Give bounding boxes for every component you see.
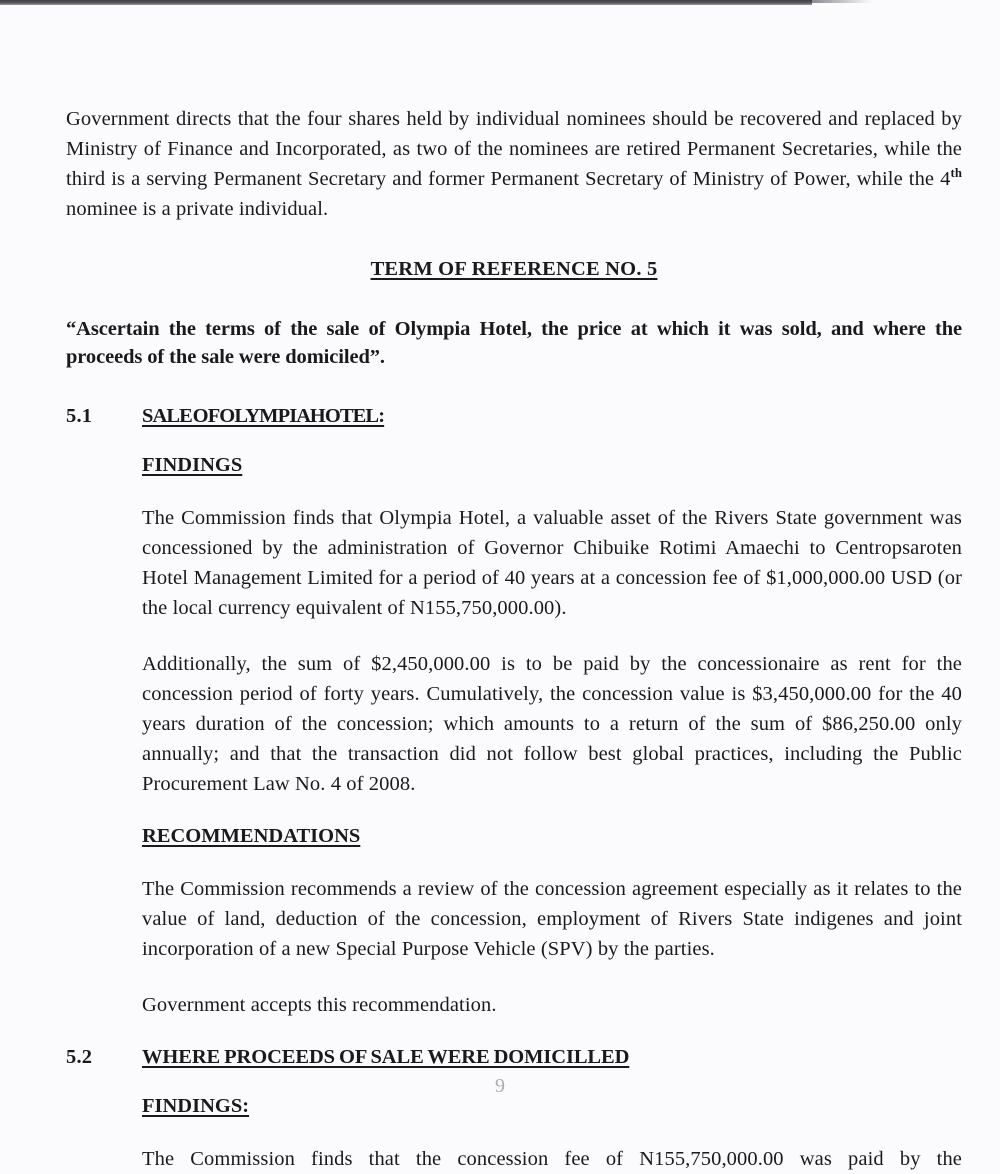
term-of-reference-heading bbox=[66, 258, 962, 281]
section-number-5-2: 5.2 bbox=[66, 1046, 93, 1068]
ordinal-superscript: th bbox=[950, 166, 962, 181]
recommendations-paragraph-5-1: The Commission recommends a review of the concession agreement especially as it relates to the value of land, deduction of the concession, employment of Rivers State indigenes and joint incorporation of a new Special Purpose Vehicle (SPV) by the parties. bbox=[142, 878, 962, 960]
recommendations-label-5-1 bbox=[142, 825, 962, 848]
section-title-5-2: WHERE PROCEEDS OF SALE WERE DOMICILLED bbox=[142, 1046, 630, 1068]
findings-label-5-2-text: FINDINGS: bbox=[142, 1095, 250, 1117]
findings-label-5-1-text: FINDINGS bbox=[142, 454, 243, 476]
section-heading-5-2 bbox=[66, 1046, 962, 1069]
opening-paragraph-tail: nominee is a private individual. bbox=[66, 198, 329, 220]
government-response-5-1: Government accepts this recommendation. bbox=[142, 994, 497, 1016]
findings-paragraph-5-2-a: The Commission finds that the concession fee of N155,750,000.00 was paid by the bbox=[142, 1148, 962, 1170]
section-title-5-1: SALE OF OLYMPIA HOTEL: bbox=[142, 405, 385, 427]
findings-paragraph-5-1-a: The Commission finds that Olympia Hotel, a valuable asset of the Rivers State government was concessioned by the administration of Governor Chibuike Rotimi Amaechi to Centropsaroten Hotel Management Limited for a period of 40 years at a concession fee of $1,000,000.00 USD (or the local currency equivalent of N155,750,000.00). bbox=[142, 507, 962, 619]
opening-paragraph bbox=[66, 104, 962, 224]
section-heading-5-1 bbox=[66, 405, 962, 428]
findings-paragraph-5-1-b: Additionally, the sum of $2,450,000.00 is to be paid by the concessionaire as rent for the concession period of forty years. Cumulatively, the concession value is $3,450,000.00 for the 40 years duration of the concession; which amounts to a return of the sum of $86,250.00 only annually; and that the transaction did not follow best global practices, including the Public Procurement Law No. 4 of 2008. bbox=[142, 653, 962, 795]
term-of-reference-quote: “Ascertain the terms of the sale of Olympia Hotel, the price at which it was sold, and where the proceeds of the sale were domiciled”. bbox=[66, 318, 962, 368]
page-content bbox=[66, 104, 962, 1174]
findings-label-5-2 bbox=[142, 1095, 962, 1118]
page-number: 9 bbox=[495, 1075, 505, 1097]
term-of-reference-heading-text: TERM OF REFERENCE NO. 5 bbox=[370, 258, 658, 280]
findings-label-5-1 bbox=[142, 454, 962, 477]
section-number-5-1: 5.1 bbox=[66, 405, 93, 427]
opening-paragraph-text: Government directs that the four shares held by individual nominees should be recovered and replaced by Ministry of Finance and Incorporated, as two of the nominees are retired Permanent Secretaries, while the third is a serving Permanent Secretary and former Permanent Secretary of Ministry of Power, while the 4 bbox=[66, 108, 962, 190]
recommendations-label-5-1-text: RECOMMENDATIONS bbox=[142, 825, 361, 847]
